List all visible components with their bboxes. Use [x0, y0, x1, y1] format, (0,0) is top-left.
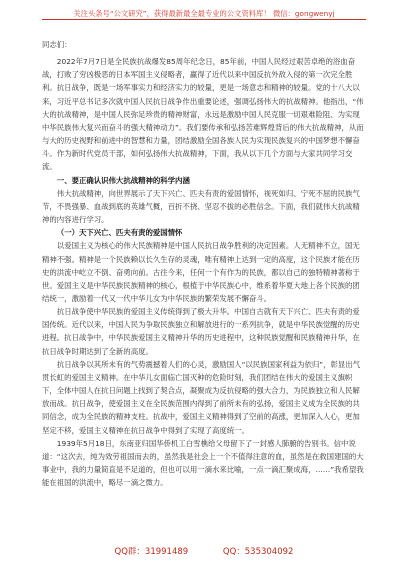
- promo-banner: 关注头条号“公文研究”，获得最新最全最专业的公文资料库！ 微信：gongwenyj: [42, 8, 366, 20]
- paragraph-unity: 抗日战争以其所未有的气势震撼着人们的心灵，激励国人“以民族国家利益为依归”，彰显出气贯长虹的爱国主义精神。在中华儿女面临亡国灭种的危险时刻，我们团结在伟大的爱国主义旗帜下，全体中国人在抗日问题上找到了契合点，凝聚成为反抗侵略的强大合力，为民族独立和人民解放而战。抗日战争，使爱国主义在全民族范围内得到了前所未有的弘扬，爱国主义成为全民族的共同信念，成为全民族的精神支柱。抗战中，爱国主义精神得到了空前的高涨，更加深入人心，更加坚定不移，爱国主义精神在抗日战争中得到了实现了高度统一。: [42, 359, 361, 435]
- section-heading: 一、要正确认识伟大抗战精神的科学内涵: [56, 175, 190, 185]
- paragraph-overseas-chinese: 1939年5月18日，东南亚归国华侨机工白雪樵给父母留下了一封感人肺腑的告别书。信中说道：“这次去，纯为效劳祖国而去的，虽然我是社会上一个不值得注意的血，虽然是在救国建国的大事业中，我的力量简直是不足道的，但也可以用一滴水来比喻，一点一滴汇聚成海，……”我希望我能在祖国的洪流中，略尽一滴之微力。: [42, 438, 364, 488]
- paragraph-patriotism: 以爱国主义为核心的伟大民族精神是中国人民抗日战争胜利的决定因素。人无精神不立，国无精神不强。精神是一个民族赖以长久生存的灵魂，唯有精神上达到一定的高度，这个民族才能在历史的洪流中屹立不倒、奋勇向前。古往今来，任何一个有作为的民族，都以自己的独特精神著称于世。爱国主义是中华民族民族精神的核心，根植于中华民族心中，维系着华夏大地上各个民族的团结统一，激励着一代又一代中华儿女为中华民族的繁荣发展不懈奋斗。: [42, 241, 360, 303]
- subsection-heading: （一）天下兴亡、匹夫有责的爱国情怀: [56, 228, 183, 238]
- greeting: 同志们：: [42, 40, 72, 49]
- document-body: [42, 38, 366, 489]
- qq-number: QQ：535304092: [222, 547, 294, 557]
- paragraph-spirit-overview: 伟大抗战精神，向世界展示了天下兴亡、匹夫有责的爱国情怀，视死如归、宁死不屈的民族气节，不畏强暴、血战到底的英雄气概，百折不挠、坚忍不拔的必胜信念。下面，我们就伟大抗战精神的内容进行学习。: [42, 188, 360, 225]
- paragraph-sublimation: 抗日战争使中华民族的爱国主义传统得到了极大升华。中国自古就有天下兴亡、匹夫有责的爱国传统。近代以来，中国人民为争取民族独立和解放进行的一系列抗争，就是中华民族觉醒的历史进程。抗日战争中，中华民族爱国主义精神升华的历史进程中，这种民族觉醒和民族精神升华，在抗日战争时期达到了全新的高度。: [42, 307, 360, 356]
- paragraph-intro: 2022年7月7日是全民族抗战爆发85周年纪念日，85年前，中国人民经过艰苦卓绝的浴血奋战，打败了穷凶极恶的日本军国主义侵略者，赢得了近代以来中国反抗外敌入侵的第一次完全胜利。抗日战争，既是一场军事实力和经济实力的较量，更是一场意志和精神的较量。党的十八大以来，习近平总书记多次就中国人民抗日战争作出重要论述，强调弘扬伟大的抗战精神。他指出，“伟大的抗战精神，是中国人民弥足珍贵的精神财富，永远是激励中国人民克服一切艰难险阻、为实现中华民族伟大复兴而奋斗的强大精神动力”。我们要传承和弘扬苦难辉煌背后的伟大抗战精神，从而与大的历史视野和前进中的智慧和力量，团结激励全国各族人民为实现民族复兴的中国梦想不懈奋斗。作为新时代党员干部，如何弘扬伟大抗战精神，下面，我从以下几个方面与大家共同学习交流。: [42, 57, 364, 172]
- qq-group-number: QQ群：31991489: [114, 547, 189, 557]
- contact-footer: [0, 545, 408, 557]
